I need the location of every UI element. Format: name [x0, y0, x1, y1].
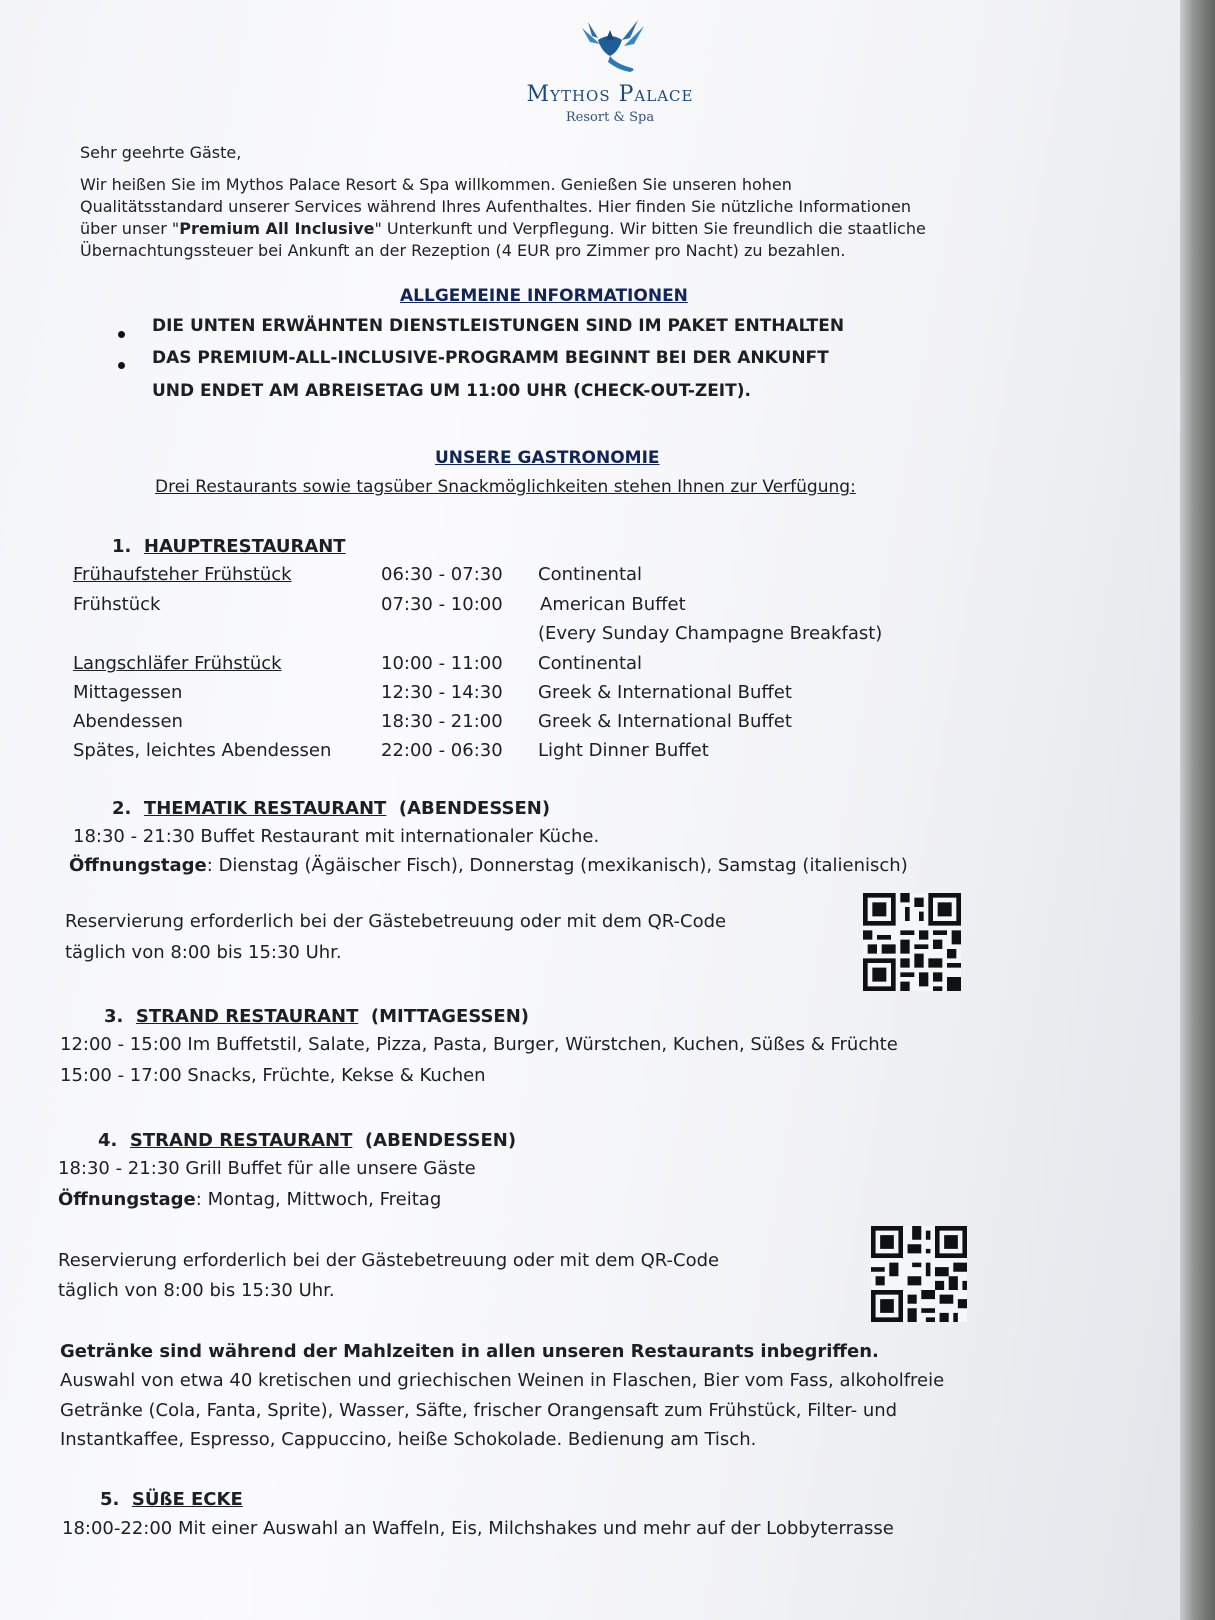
section-name: HAUPTRESTAURANT — [143, 536, 346, 557]
section-title — [104, 1006, 529, 1027]
drinks-line: Instantkaffee, Espresso, Cappuccino, heiße Schokolade. Bedienung am Tisch. — [60, 1429, 757, 1450]
days-text: : Montag, Mittwoch, Freitag — [195, 1189, 442, 1210]
meal-name: Frühaufsteher Frühstück — [73, 564, 292, 585]
gastro-heading: UNSERE GASTRONOMIE — [435, 448, 660, 468]
brand-subtitle: Resort & Spa — [565, 110, 655, 125]
bullet-dot — [118, 362, 125, 369]
beach-lunch-line: 12:00 - 15:00 Im Buffetstil, Salate, Pizza, Pasta, Burger, Würstchen, Kuchen, Süßes & Früchte — [60, 1034, 898, 1055]
qr-code-icon[interactable] — [871, 1226, 967, 1322]
drinks-line: Getränke (Cola, Fanta, Sprite), Wasser, Säfte, frischer Orangensaft zum Frühstück, Filter- und — [60, 1400, 898, 1421]
section-number: 4. — [98, 1130, 118, 1151]
section-title — [98, 1130, 516, 1151]
sweet-corner-line: 18:00-22:00 Mit einer Auswahl an Waffeln, Eis, Milchshakes und mehr auf der Lobbyterrasse — [62, 1518, 894, 1539]
meal-type: Greek & International Buffet — [538, 711, 792, 732]
section-suffix: (ABENDESSEN) — [398, 798, 551, 819]
section-number: 5. — [100, 1489, 120, 1510]
section-name: STRAND RESTAURANT — [135, 1006, 359, 1027]
reservation-line: Reservierung erforderlich bei der Gästebetreuung oder mit dem QR-Code — [65, 911, 727, 932]
general-heading: ALLGEMEINE INFORMATIONEN — [400, 286, 688, 306]
meal-type: Greek & International Buffet — [538, 682, 792, 703]
section-number: 1. — [112, 536, 132, 557]
meal-time: 07:30 - 10:00 — [381, 594, 503, 615]
meal-type: Light Dinner Buffet — [538, 740, 709, 761]
section-suffix: (ABENDESSEN) — [364, 1130, 517, 1151]
meal-name: Spätes, leichtes Abendessen — [73, 740, 332, 761]
bullet-item: DAS PREMIUM-ALL-INCLUSIVE-PROGRAMM BEGINNT BEI DER ANKUNFT — [152, 348, 829, 368]
thematic-days — [69, 855, 908, 877]
background-edge — [1180, 0, 1215, 1620]
brand-name: Mythos Palace — [526, 82, 694, 107]
meal-name: Frühstück — [73, 594, 161, 615]
meal-time: 12:30 - 14:30 — [381, 682, 503, 703]
intro-bold: Premium All Inclusive — [179, 219, 375, 238]
meal-type: (Every Sunday Champagne Breakfast) — [538, 623, 883, 644]
days-text: : Dienstag (Ägäischer Fisch), Donnerstag (mexikanisch), Samstag (italienisch) — [206, 855, 908, 876]
section-name: STRAND RESTAURANT — [129, 1130, 353, 1151]
section-name: SÜßE ECKE — [131, 1489, 243, 1510]
reservation-line: täglich von 8:00 bis 15:30 Uhr. — [65, 942, 342, 963]
gastro-subheading: Drei Restaurants sowie tagsüber Snackmöglichkeiten stehen Ihnen zur Verfügung: — [155, 477, 856, 497]
beach-dinner-days — [58, 1189, 441, 1211]
meal-type: Continental — [538, 564, 643, 585]
intro-paragraph — [80, 174, 1070, 262]
beach-lunch-line: 15:00 - 17:00 Snacks, Früchte, Kekse & Kuchen — [60, 1065, 486, 1086]
section-title — [112, 536, 346, 557]
reservation-line: täglich von 8:00 bis 15:30 Uhr. — [58, 1280, 335, 1301]
meal-time: 10:00 - 11:00 — [381, 653, 503, 674]
drinks-heading: Getränke sind während der Mahlzeiten in allen unseren Restaurants inbegriffen. — [60, 1341, 879, 1362]
brand-logo — [495, 18, 725, 125]
meal-name: Abendessen — [73, 711, 183, 732]
reservation-line: Reservierung erforderlich bei der Gästebetreuung oder mit dem QR-Code — [58, 1250, 720, 1271]
beach-dinner-hours: 18:30 - 21:30 Grill Buffet für alle unsere Gäste — [58, 1158, 476, 1179]
meal-type: Continental — [538, 653, 643, 674]
days-label: Öffnungstage — [58, 1189, 196, 1210]
drinks-line: Auswahl von etwa 40 kretischen und griechischen Weinen in Flaschen, Bier vom Fass, alkoholfreie — [60, 1370, 945, 1391]
meal-name: Langschläfer Frühstück — [73, 653, 282, 674]
meal-name: Mittagessen — [73, 682, 183, 703]
section-number: 3. — [104, 1006, 124, 1027]
intro-line: Qualitätsstandard unserer Services während Ihres Aufenthaltes. Hier finden Sie nützliche Informationen — [80, 197, 912, 216]
intro-text: über unser " — [80, 219, 180, 238]
intro-line — [80, 218, 1070, 240]
qr-code-icon[interactable] — [863, 893, 961, 991]
meal-time: 22:00 - 06:30 — [381, 740, 503, 761]
section-title — [112, 798, 550, 819]
bullet-item: DIE UNTEN ERWÄHNTEN DIENSTLEISTUNGEN SIND IM PAKET ENTHALTEN — [152, 316, 845, 336]
days-label: Öffnungstage — [69, 855, 207, 876]
intro-text: " Unterkunft und Verpflegung. Wir bitten Sie freundlich die staatliche — [374, 219, 926, 238]
greeting: Sehr geehrte Gäste, — [80, 143, 242, 162]
meal-time: 06:30 - 07:30 — [381, 564, 503, 585]
section-suffix: (MITTAGESSEN) — [370, 1006, 530, 1027]
intro-line: Wir heißen Sie im Mythos Palace Resort & Spa willkommen. Genießen Sie unseren hohen — [80, 175, 792, 194]
meal-type: American Buffet — [540, 594, 686, 615]
section-name: THEMATIK RESTAURANT — [143, 798, 387, 819]
bullet-item-continued: UND ENDET AM ABREISETAG UM 11:00 UHR (CHECK-OUT-ZEIT). — [152, 381, 751, 401]
thematic-hours: 18:30 - 21:30 Buffet Restaurant mit internationaler Küche. — [73, 826, 600, 847]
intro-line: Übernachtungssteuer bei Ankunft an der Rezeption (4 EUR pro Zimmer pro Nacht) zu bezahlen. — [80, 241, 846, 260]
section-number: 2. — [112, 798, 132, 819]
meal-time: 18:30 - 21:00 — [381, 711, 503, 732]
bird-logo-icon — [570, 18, 650, 82]
bullet-dot — [118, 331, 125, 338]
section-title — [100, 1489, 243, 1510]
